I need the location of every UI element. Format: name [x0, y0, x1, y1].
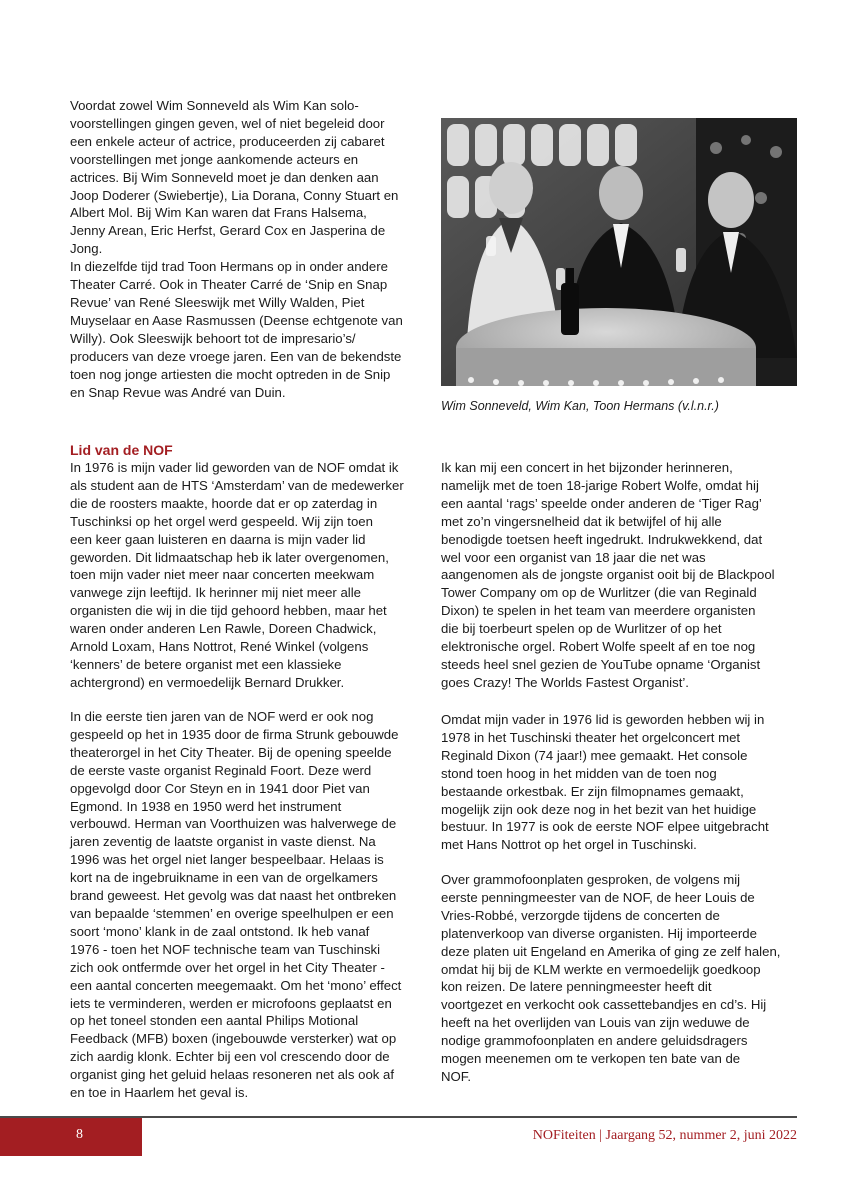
photo-caption: Wim Sonneveld, Wim Kan, Toon Hermans (v.l.n.r.)	[441, 399, 719, 413]
right-paragraph-2: Omdat mijn vader in 1976 lid is geworden hebben wij in 1978 in het Tuschinski theater het orgelconcert met Reginald Dixon (74 jaar!) mee gemaakt. Het console stond toen hoog in het midden van de toen nog bestaande orkestbak. Er zijn filmopnames gemaakt, mogelijk zijn ook deze nog in het bezit van het huidige bestuur. In 1977 is ook de eerste NOF elpee uitgebracht met Hans Nottrot op het orgel in Tuschinski.	[441, 712, 769, 853]
left-paragraph-1: In 1976 is mijn vader lid geworden van de NOF omdat ik als student aan de HTS ‘Amsterdam’ van de medewerker die de roosters maakte, hoorde dat er op zaterdag in Tuschinksi op het orgel werd gespeeld. Wij zijn toen een keer gaan luisteren en daarna is mijn vader lid geworden. Dit lidmaatschap heb ik later overgenomen, toen mijn vader niet meer naar concerten meekwam vanwege zijn leeftijd. Ik herinner mij niet meer alle organisten die wij in die tijd gehoord hebben, maar het waren onder anderen Len Rawle, Doreen Chadwick, Arnold Loxam, Hans Nottrot, René Winkel (volgens ‘kenners’ de betere organist met een klassieke achtergrond) en vermoedelijk Bernard Drukker.	[70, 460, 404, 690]
intro-paragraph: Voordat zowel Wim Sonneveld als Wim Kan solo- voorstellingen gingen geven, wel of niet begeleid door een enkele acteur of actrice, produceerden zij cabaret voorstellingen met jonge aankomende acteurs en actrices. Bij Wim Sonneveld moet je dan denken aan Joop Doderer (Swiebertje), Lia Dorana, Conny Stuart en Albert Mol. Bij Wim Kan waren dat Frans Halsema, Jenny Arean, Eric Herfst, Gerard Cox en Jasperina de Jong. In diezelfde tijd trad Toon Hermans op in onder andere Theater Carré. Ook in Theater Carré de ‘Snip en Snap Revue’ van René Sleeswijk met Willy Walden, Piet Muyselaar en Aase Rasmussen (Deense echtgenote van Willy). Ook Sleeswijk behoort tot de impresario’s/ producers van deze vroege jaren. Een van de bekendste toen nog jonge artiesten die mocht optreden in de Snip en Snap Revue was André van Duin.	[70, 98, 403, 400]
right-paragraph-1: Ik kan mij een concert in het bijzonder herinneren, namelijk met de toen 18-jarige Robert Wolfe, omdat hij een aantal ‘rags’ speelde onder anderen de ‘Tiger Rag’ met zo’n vingersnelheid dat ik betwijfel of hij alle benodigde toetsen heeft ingedrukt. Indrukwekkend, dat wel voor een organist van 18 jaar die net was aangenomen als de jongste organist ooit bij de Blackpool Tower Company om op de Wurlitzer (die van Reginald Dixon) te spelen in het team van meerdere organisten die bij toerbeurt spelen op de Wurlitzer of op het elektronische orgel. Robert Wolfe speelt af en toe nog steeds heel snel gezien de YouTube opname ‘Organist goes Crazy! The Worlds Fastest Organist’.	[441, 460, 775, 690]
left-paragraph-2: In die eerste tien jaren van de NOF werd er ook nog gespeeld op het in 1935 door de firma Strunk gebouwde theaterorgel in het City Theater. Bij de opening speelde de eerste vaste organist Reginald Foort. Deze werd opgevolgd door Cor Steyn en in 1941 door Piet van Egmond. In 1938 en 1950 werd het instrument verbouwd. Herman van Voorthuizen was halverwege de jaren zeventig de laatste organist in vaste dienst. Na 1996 was het orgel niet langer bespeelbaar. Helaas is kort na de ingebruikname in een van de orgelkamers brand geweest. Het gevolg was dat naast het ontbreken van bepaalde ‘stemmen’ en overige speelhulpen er een soort ‘mono’ klank in de zaal ontstond. Ik heb vanaf 1976 - toen het NOF technische team van Tuschinski zich ook ontfermde over het orgel in het City Theater - een aantal concerten meegemaakt. Om het ‘mono’ effect iets te verminderen, werden er microfoons geplaatst en op het toneel stonden een aantal Philips Motional Feedback (MFB) boxen (ingebouwde versterker) wat op zich aardig klonk. Echter bij een vol crescendo door de organist ging het geluid helaas resoneren net als ook af en toe in Haarlem het geval is.	[70, 709, 402, 1101]
running-footer: NOFiteiten | Jaargang 52, nummer 2, juni 2022	[532, 1128, 797, 1143]
historic-photo	[441, 118, 797, 386]
page-number-block	[0, 1118, 142, 1156]
page-number: 8	[76, 1127, 83, 1142]
right-paragraph-3: Over grammofoonplaten gesproken, de volgens mij eerste penningmeester van de NOF, de heer Louis de Vries-Robbé, verzorgde tijdens de concerten de platenverkoop van diverse organisten. Hij importeerde deze platen uit Engeland en Amerika of ging ze zelf halen, omdat hij bij de KLM werkte en vermoedelijk goedkoop kon reizen. De latere penningmeester heeft dit voortgezet en verkocht ook cassettebandjes en cd’s. Hij heeft na het overlijden van Louis van zijn weduwe de nodige grammofoonplaten en andere geluidsdragers mogen meenemen om te verkopen ten bate van de NOF.	[441, 872, 781, 1084]
section-heading: Lid van de NOF	[70, 442, 173, 458]
